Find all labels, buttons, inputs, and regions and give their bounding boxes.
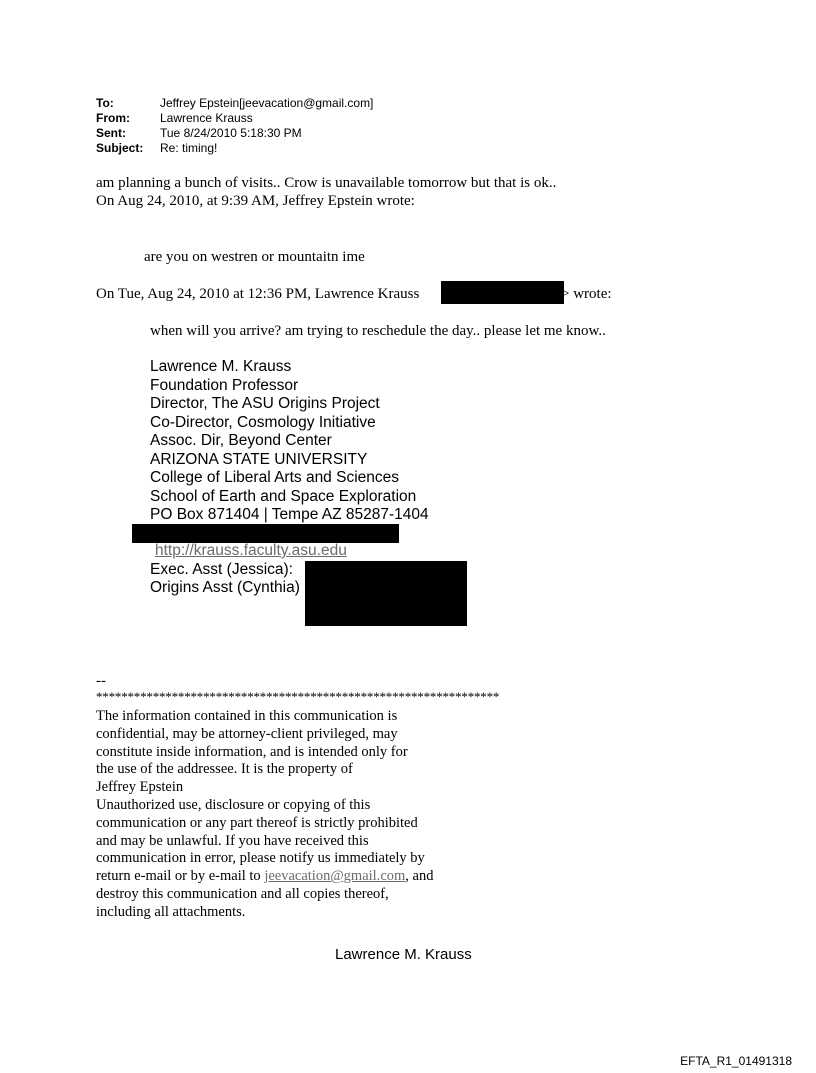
attribution-prefix: On Tue, Aug 24, 2010 at 12:36 PM, Lawrence Krauss bbox=[96, 286, 420, 302]
signature-line: ARIZONA STATE UNIVERSITY bbox=[150, 450, 368, 468]
subject-value: Re: timing! bbox=[160, 141, 218, 155]
header-sent-row bbox=[96, 126, 373, 141]
subject-label: Subject: bbox=[96, 141, 144, 155]
disclaimer-line: the use of the addressee. It is the property of bbox=[96, 761, 353, 778]
disclaimer-line: Unauthorized use, disclosure or copying of this bbox=[96, 796, 371, 813]
header-from-row bbox=[96, 111, 373, 126]
to-value: Jeffrey Epstein[jeevacation@gmail.com] bbox=[160, 96, 374, 110]
redaction-block bbox=[132, 524, 399, 543]
disclaimer-line: The information contained in this communication is bbox=[96, 708, 398, 724]
to-label: To: bbox=[96, 96, 114, 110]
signature-line: Co-Director, Cosmology Initiative bbox=[150, 413, 376, 431]
signature-line: College of Liberal Arts and Sciences bbox=[150, 469, 400, 486]
email-prefix: return e-mail or by e-mail to bbox=[96, 868, 265, 885]
disclaimer-line: communication in error, please notify us immediately by bbox=[96, 850, 425, 867]
signature-line: PO Box 871404 | Tempe AZ 85287-1404 bbox=[150, 506, 429, 523]
attribution-suffix: > wrote: bbox=[561, 286, 612, 302]
disclaimer-line: Jeffrey Epstein bbox=[96, 779, 184, 796]
exec-asst-line: Exec. Asst (Jessica): bbox=[150, 561, 293, 578]
separator-stars: **************************************************************** bbox=[96, 689, 500, 704]
disclaimer-line: destroy this communication and all copies thereof, bbox=[96, 885, 389, 902]
header-subject-row bbox=[96, 141, 373, 156]
email-link[interactable]: jeevacation@gmail.com bbox=[264, 868, 406, 885]
separator-dashes: -- bbox=[96, 673, 106, 689]
closing-name: Lawrence M. Krauss bbox=[335, 946, 472, 963]
quoted-message-2: when will you arrive? am trying to reschedule the day.. please let me know.. bbox=[150, 323, 606, 339]
body-line-2: On Aug 24, 2010, at 9:39 AM, Jeffrey Epstein wrote: bbox=[96, 193, 415, 209]
sent-label: Sent: bbox=[96, 126, 126, 140]
origins-asst-line: Origins Asst (Cynthia) bbox=[150, 579, 300, 596]
disclaimer-line: including all attachments. bbox=[96, 903, 246, 920]
disclaimer-text bbox=[96, 708, 433, 922]
email-suffix: , and bbox=[405, 868, 434, 885]
signature-line: Director, The ASU Origins Project bbox=[150, 395, 380, 412]
header-to-row bbox=[96, 96, 373, 111]
document-id: EFTA_R1_01491318 bbox=[680, 1054, 792, 1068]
disclaimer-line: confidential, may be attorney-client privileged, may bbox=[96, 725, 398, 742]
signature-line: Foundation Professor bbox=[150, 376, 299, 394]
sent-value: Tue 8/24/2010 5:18:30 PM bbox=[160, 126, 302, 140]
signature-line: School of Earth and Space Exploration bbox=[150, 487, 417, 505]
disclaimer-email-line bbox=[96, 868, 433, 886]
email-header bbox=[96, 96, 373, 156]
disclaimer-line: communication or any part thereof is strictly prohibited bbox=[96, 814, 418, 831]
from-value: Lawrence Krauss bbox=[160, 111, 253, 125]
signature-line: Assoc. Dir, Beyond Center bbox=[150, 432, 332, 449]
disclaimer-line: constitute inside information, and is intended only for bbox=[96, 743, 408, 760]
redaction-block bbox=[305, 561, 467, 626]
from-label: From: bbox=[96, 111, 130, 125]
disclaimer-line: and may be unlawful. If you have received this bbox=[96, 832, 369, 849]
quoted-message-1: are you on westren or mountaitn ime bbox=[144, 249, 365, 265]
body-line-1: am planning a bunch of visits.. Crow is unavailable tomorrow but that is ok.. bbox=[96, 175, 557, 191]
website-link[interactable]: http://krauss.faculty.asu.edu bbox=[155, 542, 347, 559]
signature-line: Lawrence M. Krauss bbox=[150, 358, 292, 375]
redaction-block bbox=[441, 281, 564, 304]
